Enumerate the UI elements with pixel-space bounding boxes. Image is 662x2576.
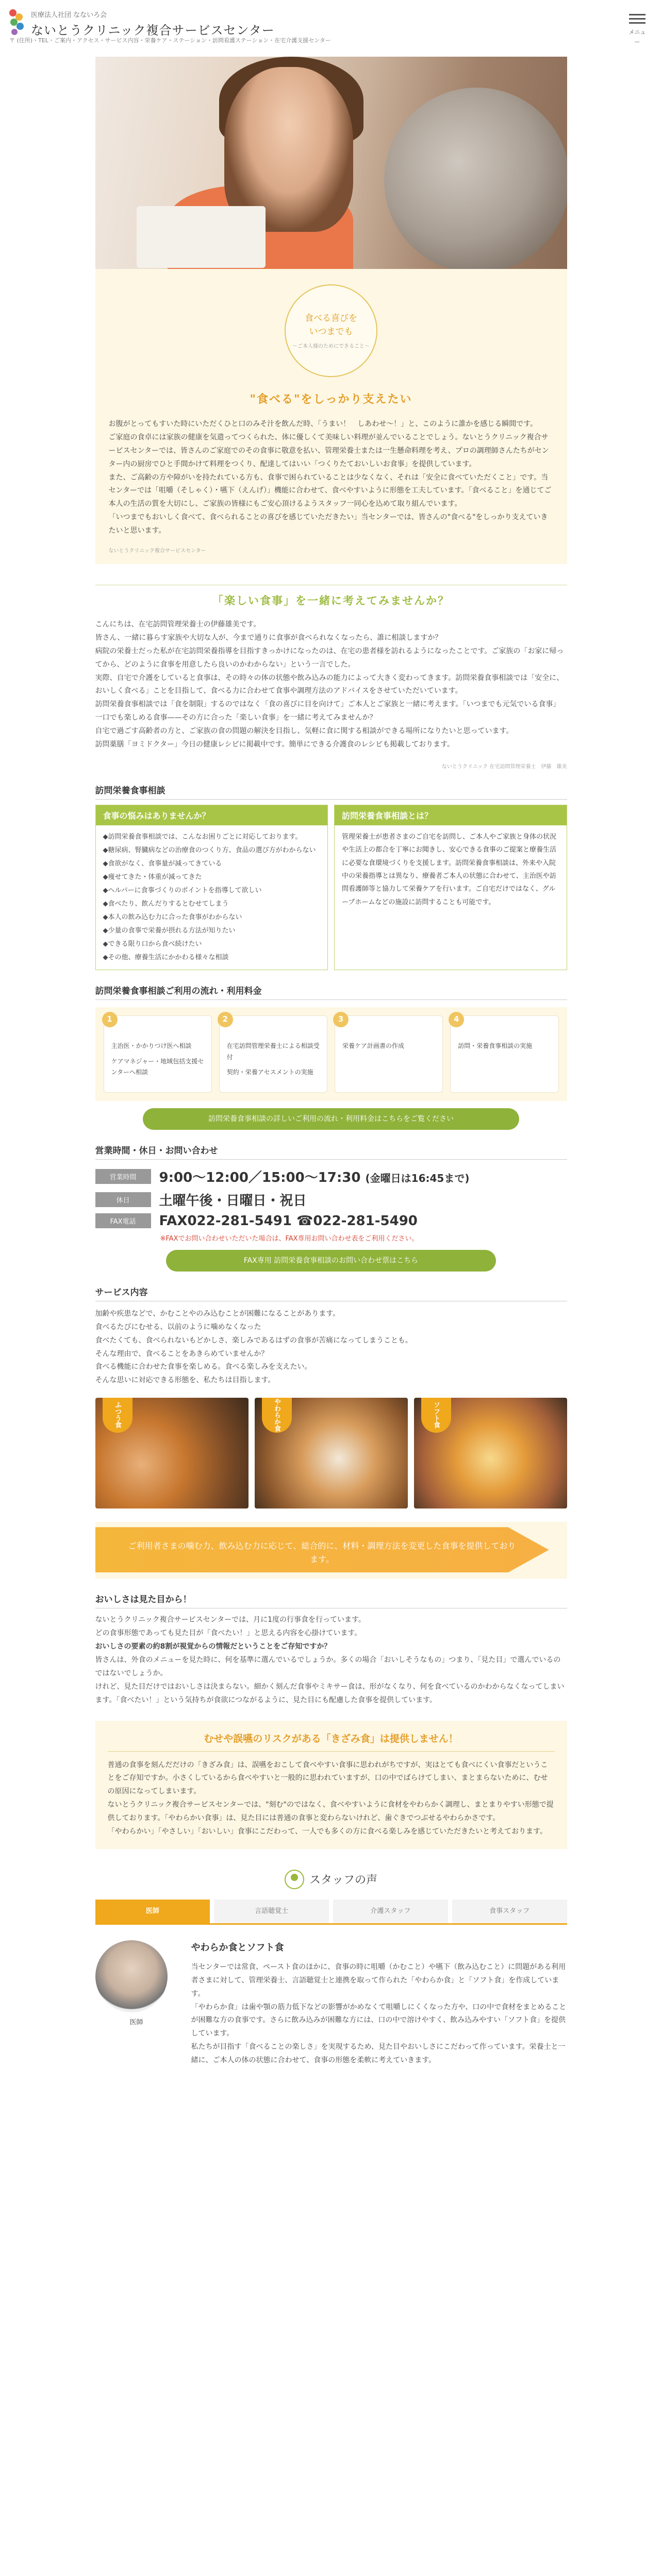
flow-step	[104, 1015, 212, 1093]
risk-paragraph: 普通の食事を刻んだだけの「きざみ食」は、誤嚥をおこして食べやすい食事に思われがちですが、実はとても食べにくい食事だということをご存知ですか。小さくしているから食べやすいと一般的に思われていますが、口の中でばらけてしまい、まとまらないために、むせの原因になってしまいます。	[107, 1760, 548, 1796]
list-item: ◆少量の食事で栄養が摂れる方法が知りたい	[103, 926, 236, 935]
list-item: ◆食べたり、飲んだりするとむせてしまう	[103, 900, 229, 908]
dialog-paragraph: 自宅で過ごす高齢者の方と、ご家族の食の問題の解決を目指し、気軽に食に関する相談ができる場所になりたいと思っています。	[95, 727, 514, 736]
hours-row	[95, 1167, 567, 1186]
intro-paragraph: お腹がとってもすいた時にいただくひと口のみそ汁を飲んだ時、「うまい！ しあわせ〜！」と、このように誰かを感じる瞬間です。	[108, 420, 538, 428]
taste-title: おいしさは見た目から！	[95, 1592, 567, 1608]
tab-care-staff[interactable]: 介護スタッフ	[333, 1900, 448, 1923]
phone-number[interactable]: ☎022-281-5490	[296, 1213, 418, 1229]
service-arrow-banner	[95, 1522, 567, 1579]
list-item: ◆できる限り口から食べ続けたい	[103, 940, 202, 948]
list-item: ◆訪問栄養食事相談では、こんなお困りごとに対応しております。	[103, 833, 302, 841]
dialog-signature: ないとうクリニック 在宅訪問管理栄養士 伊藤 雄美	[441, 764, 567, 770]
hours-row	[95, 1190, 567, 1209]
tab-doctor[interactable]: 医師	[95, 1900, 210, 1923]
flow-title: 訪問栄養食事相談ご利用の流れ・利用料金	[95, 984, 567, 1000]
site-logo[interactable]	[9, 9, 275, 38]
taste-paragraph: どの食事形態であっても見た目が「食べたい！」と思える内容を心掛けています。	[95, 1629, 362, 1638]
dialog-paragraph: 訪問薬膳「ヨミドクター」今日の健康レシピに掲載中です。簡単にできる介護食のレシピも掲載しております。	[95, 740, 454, 749]
intro-signature: ないとうクリニック複合サービスセンター	[108, 548, 206, 554]
staff-name: 医師	[129, 2018, 143, 2026]
taste-paragraph: おいしさの要素の約8割が視覚からの情報だということをご存知ですか？	[95, 1642, 332, 1651]
tab-meal-staff[interactable]: 食事スタッフ	[452, 1900, 567, 1923]
menu-label: メニュー	[628, 29, 646, 45]
dialog-paragraph: 皆さん、一緒に暮らす家族や大切な人が、今まで通りに食事が食べられなくなったら、誰に相談しますか？	[95, 633, 442, 642]
intro-paragraph: また、ご高齢の方や障がいを持たれている方も、食事で困られていることは少なくなく、それは「安全に食べていただくこと」です。当センターでは「咀嚼（そしゃく）・嚥下（えんげ）」機能に合わせて、食べやすいように形態を工夫しています。「食べること」を通じてご本人の生活の質を大切にし、ご家族の皆様にもご安心頂けるようスタッフ一同心を込めて取り組んでいます。	[108, 473, 552, 509]
hours-row	[95, 1213, 567, 1229]
hours-title: 営業時間・休日・お問い合わせ	[95, 1143, 567, 1160]
hamburger-menu-button[interactable]	[627, 11, 648, 46]
risk-title: むせや誤嚥のリスクがある「きざみ食」は提供しません！	[204, 1733, 458, 1744]
site-header	[0, 0, 662, 47]
step-line: 在宅訪問管理栄養士による相談受付	[226, 1042, 320, 1061]
flow-details-button[interactable]: 訪問栄養食事相談の詳しいご利用の流れ・利用料金はこちらをご覧ください	[143, 1108, 519, 1130]
menu-icon	[629, 14, 646, 15]
consult-about-card	[334, 805, 567, 970]
step-number: 2	[218, 1012, 233, 1027]
service-paragraph: そんな思いに対応できる形態を、私たちは目指します。	[95, 1376, 275, 1385]
logo-icon	[9, 9, 25, 38]
dialog-paragraph: 訪問栄養食事相談では「食を制限」するのではなく「食の喜びに目を向けて」ご本人とご家族と一緒に考えます。「いつまでも元気でいる食事」一口でも楽しめる食事——その方に合った「楽しい食事」を一緒に考えてみませんか？	[95, 700, 560, 722]
staff-avatar	[95, 1940, 178, 2067]
card-title: 食事の悩みはありませんか？	[96, 805, 328, 825]
risk-paragraph: 「やわらかい」「やさしい」「おいしい」食事にこだわって、一人でも多くの方に食べる楽しみを感じていただきたいと考えております。	[107, 1827, 547, 1836]
voice-paragraph: 「やわらか食」は歯や顎の筋力低下などの影響がかめなくて咀嚼しにくくなった方や、口の中で食材をまとめることが困難な方の食事です。さらに飲み込みが困難な方には、口の中で溶けやすく、飲み込みやすい「ソフト食」を提供しています。	[191, 2003, 567, 2038]
meal-label: ふつう食	[103, 1398, 133, 1433]
doctor-photo	[95, 1940, 168, 2012]
intro-section	[95, 269, 567, 564]
consult-title: 訪問栄養食事相談	[95, 783, 567, 800]
step-number: 1	[102, 1012, 118, 1027]
fax-form-button[interactable]: FAX専用 訪問栄養食事相談のお問い合わせ票はこちら	[166, 1250, 496, 1272]
dialog-heading: 「楽しい食事」を一緒に考えてみませんか？	[95, 585, 567, 608]
staff-voice	[95, 1940, 567, 2067]
staff-heading	[95, 1870, 567, 1889]
card-text: 管理栄養士が患者さまのご自宅を訪問し、ご本人やご家族と身体の状況や生活上の都合を丁寧にお聞きし、安心できる食事のご提案と療養生活に必要な食環境づくりを支援します。訪問栄養食事相談は、外来や入院中の栄養指導とは異なり、療養者ご本人の状態に合わせて、主治医や訪問看護師等と協力して栄養ケアを行います。ご自宅だけではなく、グループホームなどの施設に訪問することも可能です。	[342, 833, 557, 906]
taste-paragraph: ないとうクリニック複合サービスセンターでは、月に1度の行事食を行っています。	[95, 1616, 366, 1624]
service-paragraph: そんな理由で、食べることをあきらめていませんか？	[95, 1349, 269, 1358]
flow-step	[335, 1015, 443, 1093]
step-number: 4	[449, 1012, 464, 1027]
service-paragraph: 食べる機能に合わせた食事を楽しめる。食べる楽しみを支えたい。	[95, 1363, 312, 1371]
hours-value: 土曜午後・日曜日・祝日	[159, 1193, 307, 1209]
service-title: サービス内容	[95, 1285, 567, 1301]
dialog-paragraph: 病院の栄養士だった私が在宅訪問栄養指導を目指すきっかけになったのは、在宅の患者様を訪れるようになったことです。ご家族の「お家に帰ってから、どのように食事を用意したら良いのかわからない」という一言でした。	[95, 647, 564, 669]
consult-problems-card	[95, 805, 328, 970]
intro-circle	[285, 284, 377, 377]
service-paragraph: 食べるたびにむせる、以前のように噛めなくなった	[95, 1323, 261, 1331]
meal-label: やわらか食	[262, 1398, 292, 1433]
step-line: 訪問・栄養食事相談の実施	[458, 1042, 533, 1049]
taste-paragraph: けれど、見た目だけではおいしさは決まらない。細かく刻んだ食事やミキサー食は、形がなくなり、何を食べているのかわからなくなってしまいます。「食べたい！」という気持ちが食欲につながるように、見た目にも配慮した食事を提供しています。	[95, 1682, 565, 1704]
step-number: 3	[333, 1012, 349, 1027]
hours-tag: FAX電話	[95, 1213, 151, 1228]
list-item: ◆本人の飲み込む力に合った食事がわからない	[103, 913, 242, 921]
arrow-text: ご利用者さまの噛む力、飲み込む力に応じて、総合的に、材料・調理方法を変更した食事を提供しております。	[128, 1541, 516, 1564]
header-note: 〒 (住所)・TEL・ご案内・アクセス・サービス内容・栄養ケア・ステーション・訪問看護ステーション・在宅介護支援センター	[9, 37, 331, 44]
card-title: 訪問栄養食事相談とは？	[335, 805, 567, 825]
hours-value: FAX022-281-5491 ☎022-281-5490	[159, 1213, 418, 1229]
voice-title: やわらか食とソフト食	[191, 1942, 284, 1953]
voice-paragraph: 私たちが目指す「食べることの楽しさ」を実現するため、見た目やおいしさにこだわって作っています。栄養士と一緒に、ご本人の体の状態に合わせて、食事の形態を柔軟に考えていきます。	[191, 2043, 566, 2065]
header-title: ないとうクリニック複合サービスセンター	[31, 23, 275, 38]
meal-photo-regular	[95, 1398, 249, 1509]
service-paragraph: 加齢や疾患などで、かむことやのみ込むことが困難になることがあります。	[95, 1309, 340, 1318]
hours-value: 9:00〜12:00／15:00〜17:30 (金曜日は16:45まで)	[159, 1170, 470, 1185]
risk-box	[95, 1721, 567, 1849]
intro-paragraph: ご家庭の食卓には家族の健康を気遣ってつくられた、体に優しくて美味しい料理が並んでいることでしょう。ないとうクリニック複合サービスセンターでは、皆さんのご家庭でのその食事に敬意を払い、管理栄養士または一生懸命料理を考え、プロの調理師さんたちがセンター内の厨房でひと手間かけて料理をつくり、配達してはいい「つくりたておいしいお食事」を提供しています。	[108, 433, 549, 468]
meal-photo-puree	[414, 1398, 567, 1509]
intro-heading: "食べる"をしっかり支えたい	[250, 393, 412, 406]
flow-steps	[95, 1007, 567, 1101]
hours-tag: 休日	[95, 1192, 151, 1207]
list-item: ◆その他、療養生活にかかわる様々な相談	[103, 953, 229, 961]
dialog-paragraph: こんにちは、在宅訪問管理栄養士の伊藤雄美です。	[95, 620, 261, 629]
service-paragraph: 食べたくても、食べられないもどかしさ、楽しみであるはずの食事が苦痛になってしまうことも。	[95, 1336, 412, 1345]
circle-line-2: いつまでも	[309, 326, 353, 337]
hero-image	[95, 57, 567, 269]
circle-line-1: 食べる喜びを	[305, 313, 357, 324]
meal-label: ソフト食	[421, 1398, 451, 1433]
tab-speech-therapist[interactable]: 言語聴覚士	[214, 1900, 329, 1923]
step-line: ケアマネジャー・地域包括支援センターへ相談	[111, 1057, 204, 1076]
step-line: 栄養ケア計画書の作成	[342, 1042, 405, 1049]
dialog-paragraph: 実際、自宅で介護をしていると食事は、その時々の体の状態や飲み込みの能力によって大きく変わってきます。訪問栄養食事相談では「安全に、おいしく食べる」ことを目指して、食べる力に合わせて食事や調理方法のアドバイスをさせていただいています。	[95, 673, 564, 696]
staff-icon	[285, 1870, 304, 1889]
list-item: ◆痩せてきた・体重が減ってきた	[103, 873, 202, 881]
risk-paragraph: ないとうクリニック複合サービスセンターでは、"刻む"のではなく、食べやすいように食材をやわらかく調理し、まとまりやすい形態で提供しております。「やわらかい食事」は、見た目には普通の食事と変わらないけれど、歯ぐきでつぶせるやわらかさです。	[107, 1801, 554, 1823]
step-line: 主治医・かかりつけ医へ相談	[111, 1042, 192, 1049]
staff-tabs	[95, 1900, 567, 1925]
header-org: 医療法人社団 なないろ会	[31, 11, 107, 19]
hours-note: ※FAXでお問い合わせいただいた場合は、FAX専用お問い合わせ表をご利用ください。	[160, 1234, 419, 1243]
taste-paragraph: 皆さんは、外食のメニューを見た時に、何を基準に選んでいるでしょうか。多くの場合「おいしそうなもの」つまり、「見た目」で選んでいるのではないでしょうか。	[95, 1655, 561, 1677]
flow-step	[450, 1015, 558, 1093]
flow-step	[219, 1015, 327, 1093]
meal-photo-soft	[255, 1398, 408, 1509]
voice-paragraph: 当センターでは常食、ペースト食のほかに、食事の時に咀嚼（かむこと）や嚥下（飲み込むこと）に問題がある利用者さまに対して、管理栄養士、言語聴覚士と連携を取って作られた「やわらか食」と「ソフト食」を作成しています。	[191, 1962, 566, 1998]
hours-tag: 営業時間	[95, 1169, 151, 1184]
list-item: ◆糖尿病、腎臓病などの治療食のつくり方、食品の選び方がわからない	[103, 846, 316, 854]
staff-heading-text: スタッフの声	[309, 1874, 377, 1887]
list-item: ◆ヘルパーに食事づくりのポイントを指導して欲しい	[103, 886, 262, 894]
step-line: 契約・栄養アセスメントの実施	[226, 1069, 313, 1076]
intro-paragraph: 「いつまでもおいしく食べて、食べられることの喜びを感じていただきたい」当センターでは、皆さんの"食べる"をしっかり支えていきたいと思います。	[108, 513, 548, 535]
circle-sub: 〜ご本人様のためにできること〜	[292, 344, 370, 349]
list-item: ◆食欲がなく、食事量が減ってきている	[103, 859, 222, 868]
